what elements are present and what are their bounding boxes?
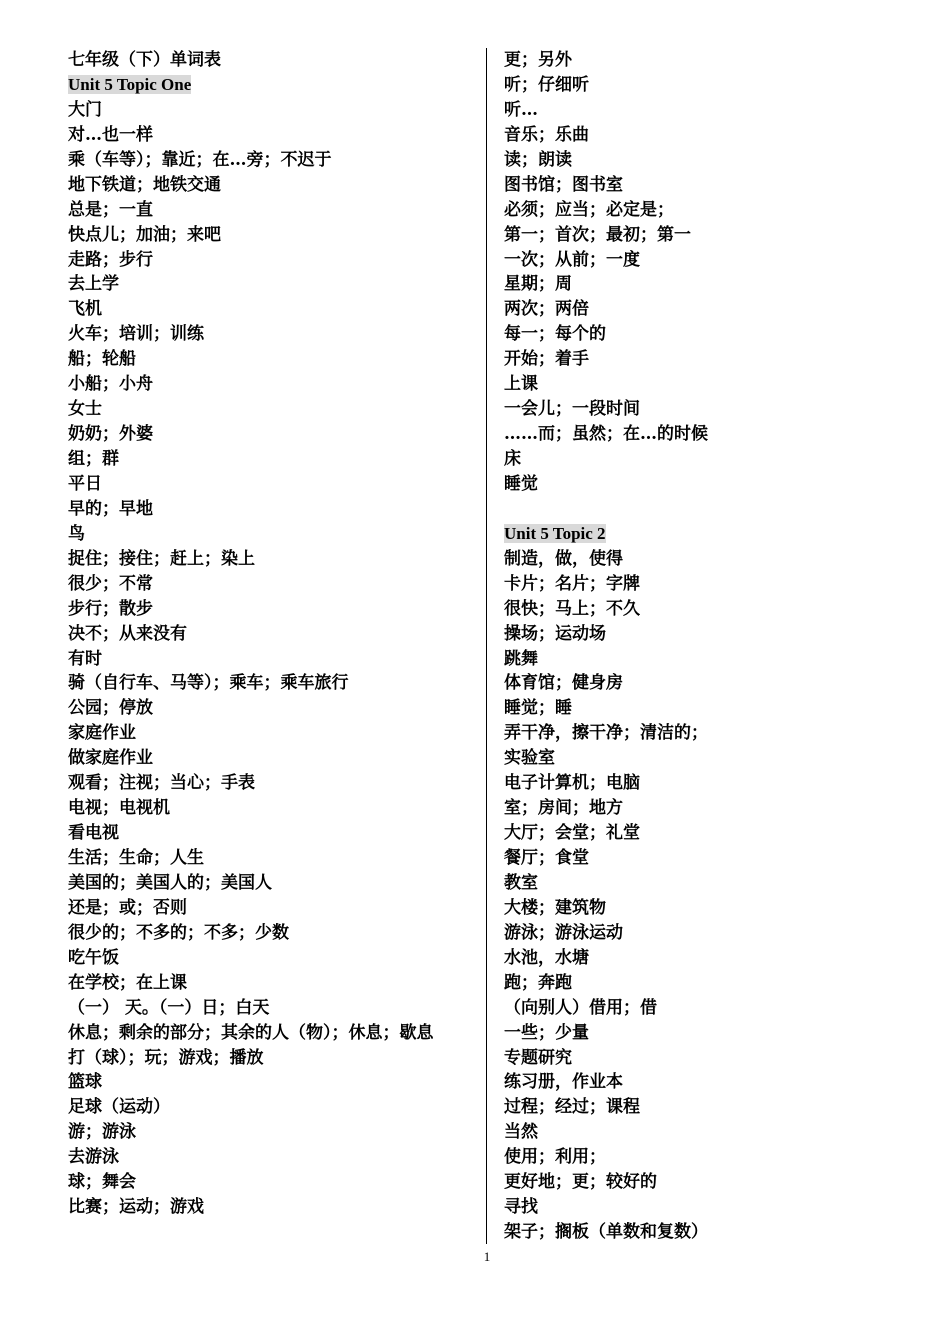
vocab-entry: 家庭作业 bbox=[68, 723, 136, 744]
vocab-entry: 捉住；接住；赶上；染上 bbox=[68, 548, 255, 569]
vocab-entry: 组；群 bbox=[68, 449, 119, 469]
vocab-entry: 使用；利用； bbox=[504, 1147, 606, 1168]
vocab-entry: 生活；生命；人生 bbox=[68, 848, 204, 868]
vocab-entry: 去游泳 bbox=[68, 1147, 119, 1168]
vocab-entry: 必须；应当；必定是； bbox=[504, 199, 674, 220]
vocab-entry: 过程；经过；课程 bbox=[504, 1097, 640, 1118]
vocab-entry: 上课 bbox=[504, 374, 538, 395]
vocab-entry: 制造，做，使得 bbox=[504, 548, 623, 569]
vocab-entry: 一些；少量 bbox=[504, 1022, 589, 1043]
vocab-entry: 篮球 bbox=[68, 1072, 102, 1093]
vocab-entry: 电视；电视机 bbox=[68, 798, 170, 819]
vocab-entry: 餐厅；食堂 bbox=[504, 848, 589, 868]
vocab-entry: 做家庭作业 bbox=[68, 748, 153, 769]
vocab-entry: 睡觉；睡 bbox=[504, 698, 572, 719]
vocab-entry: 当然 bbox=[504, 1122, 538, 1143]
vocab-entry: 吃午饭 bbox=[68, 947, 119, 968]
vocab-entry: 架子；搁板（单数和复数） bbox=[504, 1222, 708, 1243]
vocab-entry: ……而；虽然；在…的时候 bbox=[504, 424, 708, 445]
vocab-entry: 大楼；建筑物 bbox=[504, 897, 606, 918]
vocab-entry: 对…也一样 bbox=[68, 124, 153, 145]
vocab-entry: 步行；散步 bbox=[68, 598, 153, 619]
vocab-entry: 早的；早地 bbox=[68, 498, 153, 519]
vocab-entry: 大厅；会堂；礼堂 bbox=[504, 823, 640, 844]
vocab-entry: 飞机 bbox=[68, 299, 102, 320]
document-title: 七年级（下）单词表 bbox=[68, 50, 221, 70]
vocab-entry: 更好地；更；较好的 bbox=[504, 1172, 657, 1193]
vocab-entry: 游泳；游泳运动 bbox=[504, 922, 623, 943]
vocab-entry: 休息；剩余的部分；其余的人（物）；休息；歇息 bbox=[68, 1022, 434, 1043]
vocab-entry: 小船；小舟 bbox=[68, 374, 153, 395]
vocab-entry: 听；仔细听 bbox=[504, 74, 589, 95]
vocab-entry: 大门 bbox=[68, 99, 102, 120]
vocab-entry: 还是；或；否则 bbox=[68, 897, 187, 918]
section-spacer bbox=[504, 497, 924, 522]
vocab-entry: 听… bbox=[504, 99, 538, 120]
vocab-entry: 一次；从前；一度 bbox=[504, 249, 640, 270]
vocab-entry: 读；朗读 bbox=[504, 149, 572, 170]
vocab-entry: 每一；每个的 bbox=[504, 324, 606, 345]
vocab-entry: 奶奶；外婆 bbox=[68, 424, 153, 445]
vocab-entry: 图书馆；图书室 bbox=[504, 174, 623, 195]
vocab-entry: 决不；从来没有 bbox=[68, 623, 187, 644]
vocab-entry: 很少的；不多的；不多；少数 bbox=[68, 922, 289, 943]
vocab-entry: 两次；两倍 bbox=[504, 299, 589, 320]
vocab-entry: 体育馆；健身房 bbox=[504, 673, 623, 694]
vocab-entry: 快点儿；加油；来吧 bbox=[68, 224, 221, 245]
left-column bbox=[68, 48, 476, 1220]
vocab-entry: 船；轮船 bbox=[68, 349, 136, 370]
vocab-entry: 骑（自行车、马等）；乘车；乘车旅行 bbox=[68, 673, 349, 694]
vocab-entry: （一） 天。（一）日；白天 bbox=[68, 997, 270, 1018]
vocab-entry: （向别人）借用；借 bbox=[504, 997, 657, 1018]
vocab-entry: 跳舞 bbox=[504, 648, 538, 669]
vocab-entry: 操场；运动场 bbox=[504, 623, 606, 644]
vocab-entry: 室；房间；地方 bbox=[504, 798, 623, 819]
vocab-entry: 去上学 bbox=[68, 274, 119, 295]
vocab-entry: 看电视 bbox=[68, 823, 119, 844]
left-entry-list bbox=[68, 98, 476, 1220]
vocab-entry: 总是；一直 bbox=[68, 199, 153, 220]
vocab-entry: 电子计算机；电脑 bbox=[504, 773, 640, 794]
right-entry-list-top bbox=[504, 48, 924, 497]
vocab-entry: 乘（车等）；靠近；在…旁；不迟于 bbox=[68, 149, 332, 170]
vocab-entry: 实验室 bbox=[504, 748, 555, 769]
section-heading-text: Unit 5 Topic 2 bbox=[504, 523, 606, 543]
vocab-entry: 游；游泳 bbox=[68, 1122, 136, 1143]
vocab-entry: 星期；周 bbox=[504, 274, 572, 295]
vocab-entry: 地下铁道；地铁交通 bbox=[68, 174, 221, 195]
vocab-entry: 睡觉 bbox=[504, 473, 538, 494]
vocab-entry: 第一；首次；最初；第一 bbox=[504, 224, 691, 245]
vocab-entry: 观看；注视；当心；手表 bbox=[68, 773, 255, 794]
vocab-entry: 美国的；美国人的；美国人 bbox=[68, 872, 272, 893]
vocab-entry: 教室 bbox=[504, 872, 538, 893]
vocab-entry: 球；舞会 bbox=[68, 1172, 136, 1193]
vocab-entry: 火车；培训；训练 bbox=[68, 324, 204, 345]
vocab-entry: 很少；不常 bbox=[68, 573, 153, 594]
vocab-entry: 水池，水塘 bbox=[504, 947, 589, 968]
vocab-entry: 练习册，作业本 bbox=[504, 1072, 623, 1093]
vocab-entry: 有时 bbox=[68, 648, 102, 669]
vocab-entry: 更；另外 bbox=[504, 50, 572, 70]
vocab-entry: 卡片；名片；字牌 bbox=[504, 573, 640, 594]
vocab-entry: 跑；奔跑 bbox=[504, 972, 572, 993]
section-heading-unit5-topic2 bbox=[504, 522, 924, 547]
right-column bbox=[504, 48, 924, 1245]
vocab-entry: 公园；停放 bbox=[68, 698, 153, 719]
vocab-entry: 开始；着手 bbox=[504, 349, 589, 370]
column-divider bbox=[486, 48, 487, 1244]
page-number: 1 bbox=[483, 1249, 491, 1264]
vocab-entry: 在学校；在上课 bbox=[68, 972, 187, 993]
vocab-entry: 床 bbox=[504, 449, 521, 469]
vocab-entry: 专题研究 bbox=[504, 1047, 572, 1068]
vocab-entry: 很快；马上；不久 bbox=[504, 598, 640, 619]
vocab-entry: 平日 bbox=[68, 473, 102, 494]
vocab-entry: 女士 bbox=[68, 399, 102, 420]
vocab-entry: 寻找 bbox=[504, 1197, 538, 1218]
vocab-entry: 一会儿；一段时间 bbox=[504, 399, 640, 420]
vocab-entry: 走路；步行 bbox=[68, 249, 153, 270]
vocab-entry: 比赛；运动；游戏 bbox=[68, 1197, 204, 1218]
right-entry-list-bottom bbox=[504, 547, 924, 1245]
vocab-entry: 足球（运动） bbox=[68, 1097, 170, 1118]
vocab-entry: 弄干净，擦干净；清洁的； bbox=[504, 723, 708, 744]
vocab-entry: 鸟 bbox=[68, 523, 85, 544]
section-heading-text: Unit 5 Topic One bbox=[68, 74, 192, 94]
section-heading-unit5-topic1 bbox=[68, 73, 476, 98]
vocab-entry: 打（球）；玩；游戏；播放 bbox=[68, 1047, 264, 1068]
vocab-entry: 音乐；乐曲 bbox=[504, 124, 589, 145]
